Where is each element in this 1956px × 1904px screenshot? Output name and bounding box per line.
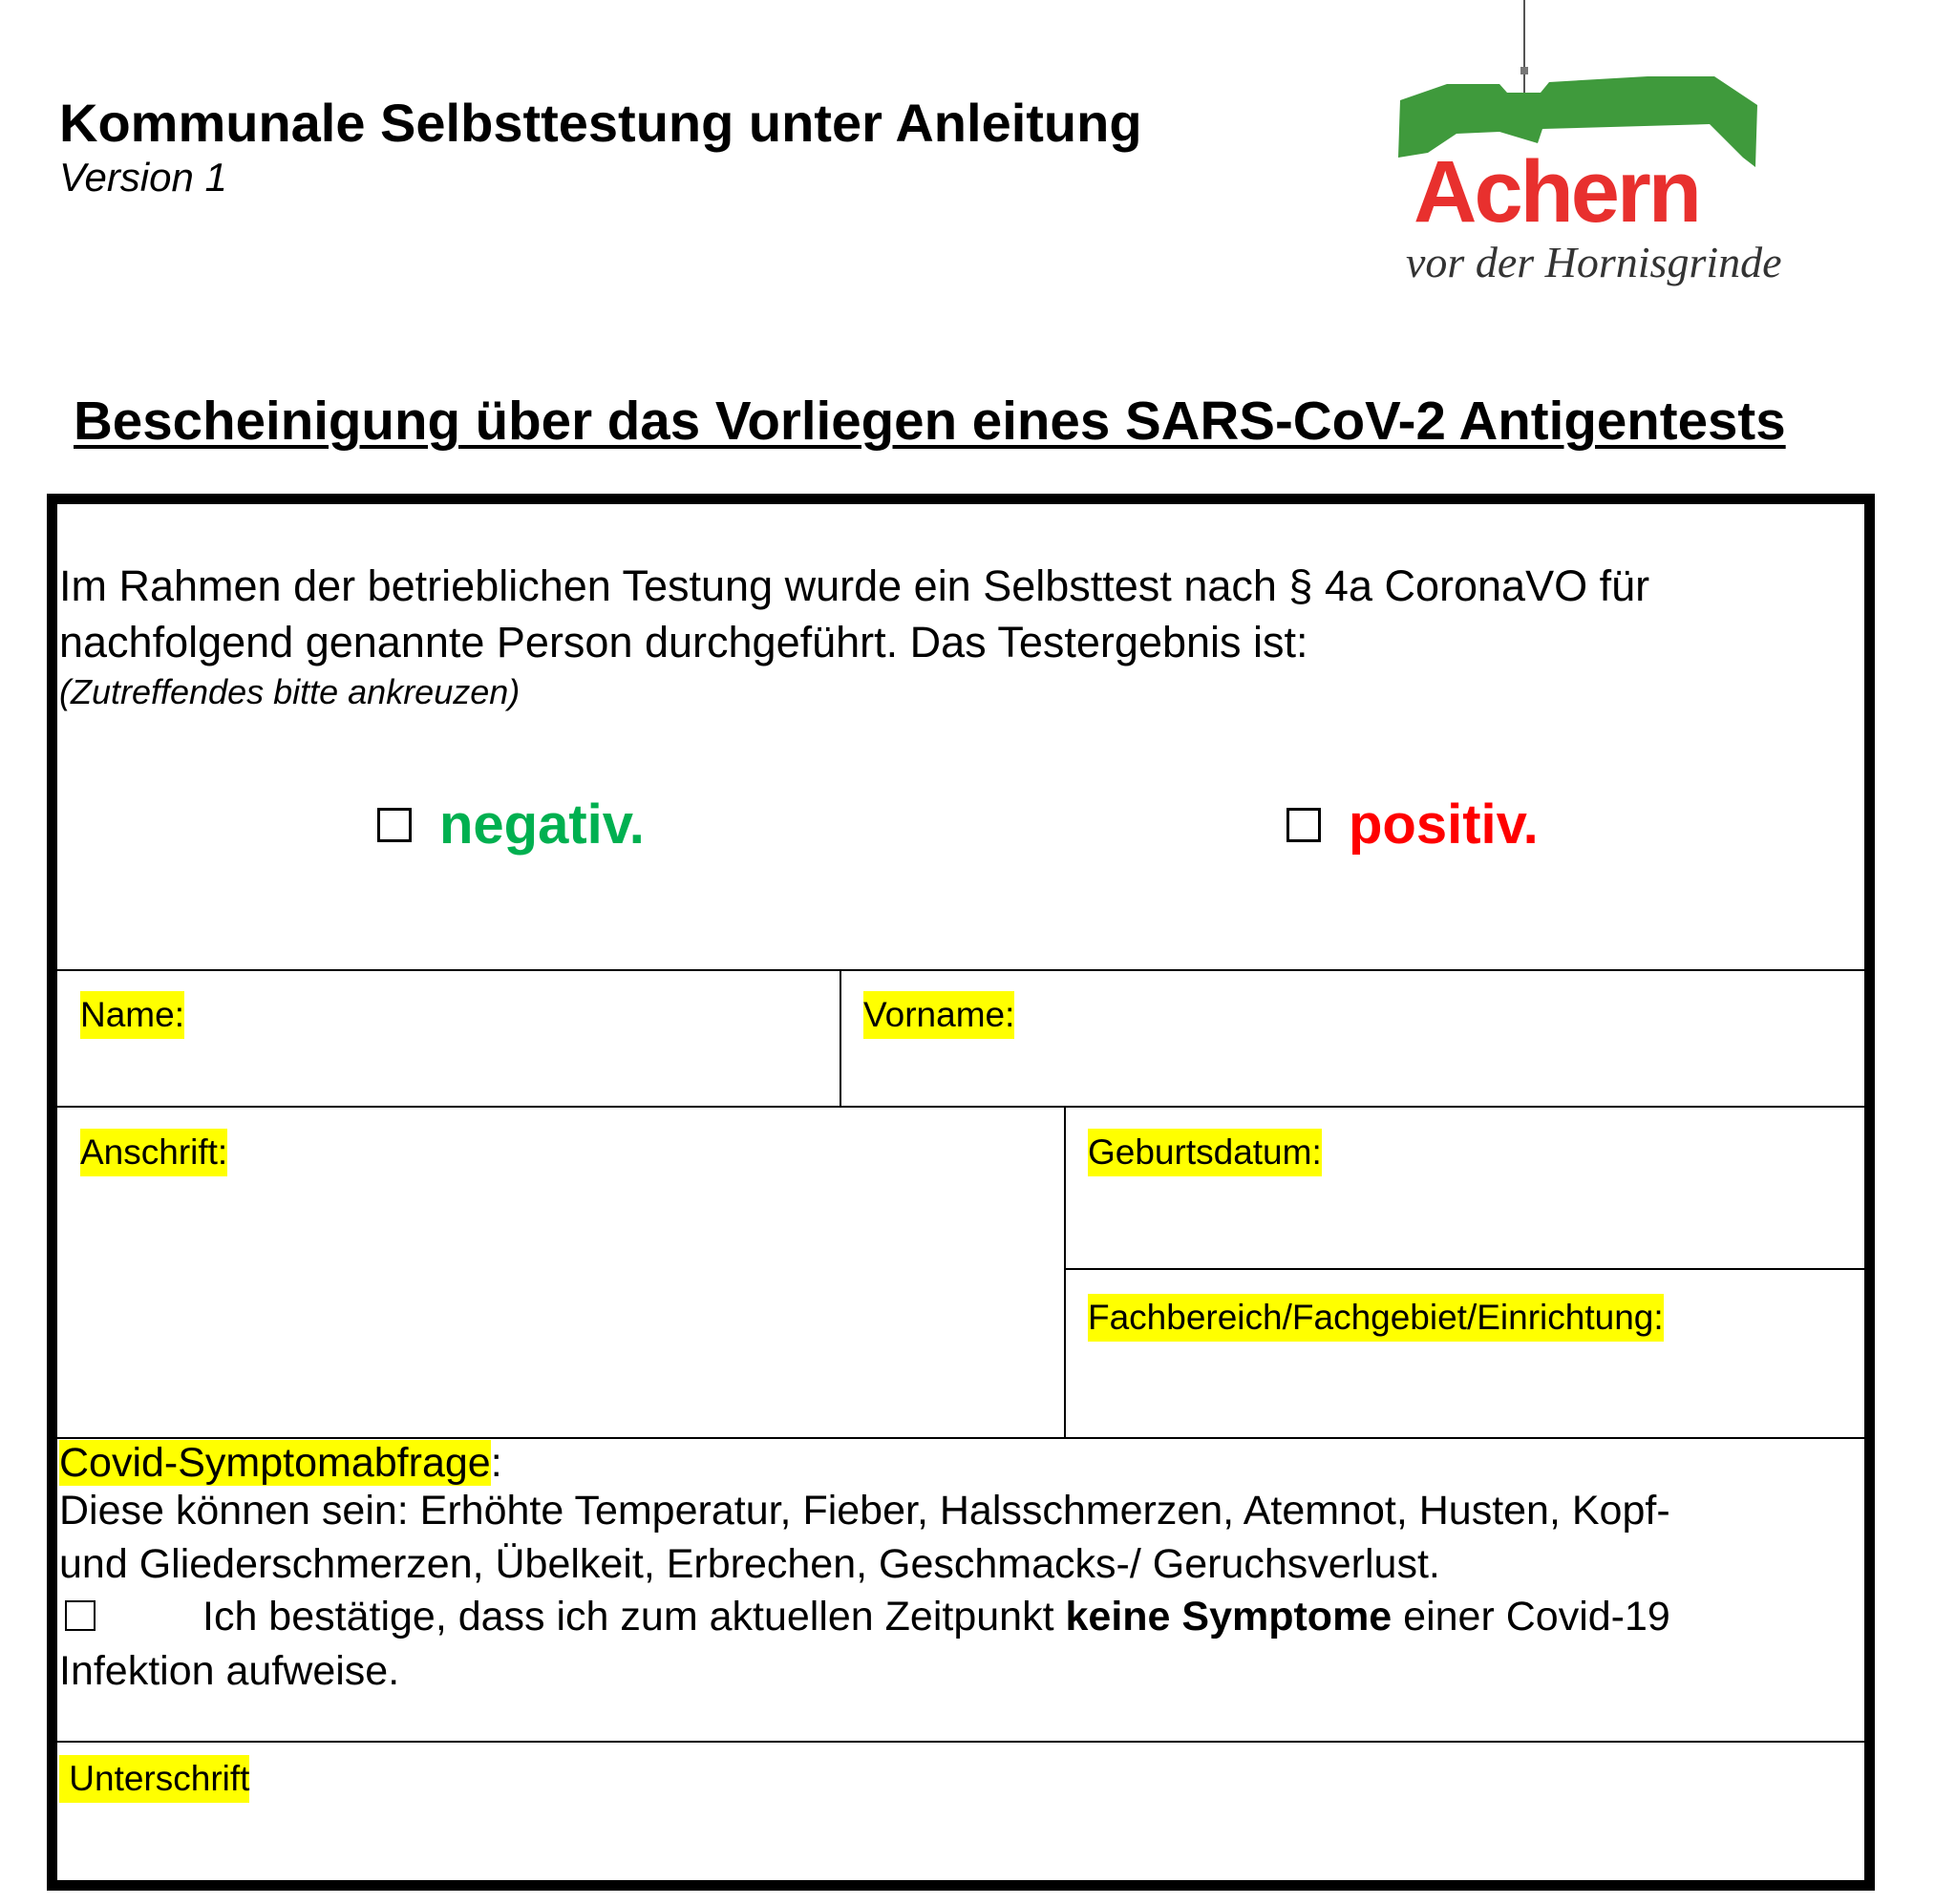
positive-label: positiv.: [1349, 793, 1539, 856]
geburtsdatum-field-label[interactable]: Geburtsdatum:: [1088, 1129, 1322, 1176]
vorname-field-label[interactable]: Vorname:: [863, 991, 1014, 1039]
achern-logo: [1375, 0, 1872, 296]
version-label: Version 1: [59, 155, 227, 200]
document-title: Kommunale Selbsttestung unter Anleitung: [59, 93, 1142, 153]
name-field-label[interactable]: Name:: [80, 991, 184, 1039]
intro-hint: (Zutreffendes bitte ankreuzen): [59, 672, 521, 711]
divider: [57, 1106, 1864, 1108]
no-symptoms-checkbox[interactable]: [65, 1600, 96, 1631]
anschrift-field-label[interactable]: Anschrift:: [80, 1129, 227, 1176]
divider: [1064, 1107, 1066, 1438]
intro-line-1: Im Rahmen der betrieblichen Testung wurde ein Selbsttest nach § 4a CoronaVO für: [59, 561, 1650, 610]
signature-field-label[interactable]: Unterschrift: [59, 1755, 249, 1803]
intro-line-2: nachfolgend genannte Person durchgeführt. Das Testergebnis ist:: [59, 618, 1308, 666]
divider: [840, 970, 841, 1107]
symptoms-line-2: und Gliederschmerzen, Übelkeit, Erbrechen, Geschmacks-/ Geruchsverlust.: [59, 1541, 1440, 1587]
confirm-text-end: einer Covid-19: [1392, 1594, 1670, 1640]
confirm-text: Ich bestätige, dass ich zum aktuellen Zeitpunkt: [202, 1594, 1066, 1640]
svg-text:Achern: Achern: [1414, 143, 1699, 241]
svg-text:vor der Hornisgrinde: vor der Hornisgrinde: [1406, 238, 1782, 286]
negative-checkbox[interactable]: [377, 808, 412, 842]
symptoms-line-1: Diese können sein: Erhöhte Temperatur, Fieber, Halsschmerzen, Atemnot, Husten, Kopf-: [59, 1488, 1670, 1534]
certificate-heading: Bescheinigung über das Vorliegen eines SARS-CoV-2 Antigentests: [74, 391, 1786, 451]
symptoms-colon: :: [490, 1440, 502, 1486]
positive-checkbox[interactable]: [1286, 808, 1321, 842]
symptoms-label: Covid-Symptomabfrage: [59, 1440, 491, 1486]
confirm-line-2: Infektion aufweise.: [59, 1648, 400, 1694]
negative-label: negativ.: [439, 793, 645, 856]
divider: [57, 1437, 1864, 1439]
confirm-bold-text: keine Symptome: [1065, 1594, 1393, 1640]
divider: [57, 1741, 1864, 1743]
divider: [57, 969, 1864, 971]
fachbereich-field-label[interactable]: Fachbereich/Fachgebiet/Einrichtung:: [1088, 1294, 1664, 1342]
divider: [1065, 1268, 1864, 1270]
